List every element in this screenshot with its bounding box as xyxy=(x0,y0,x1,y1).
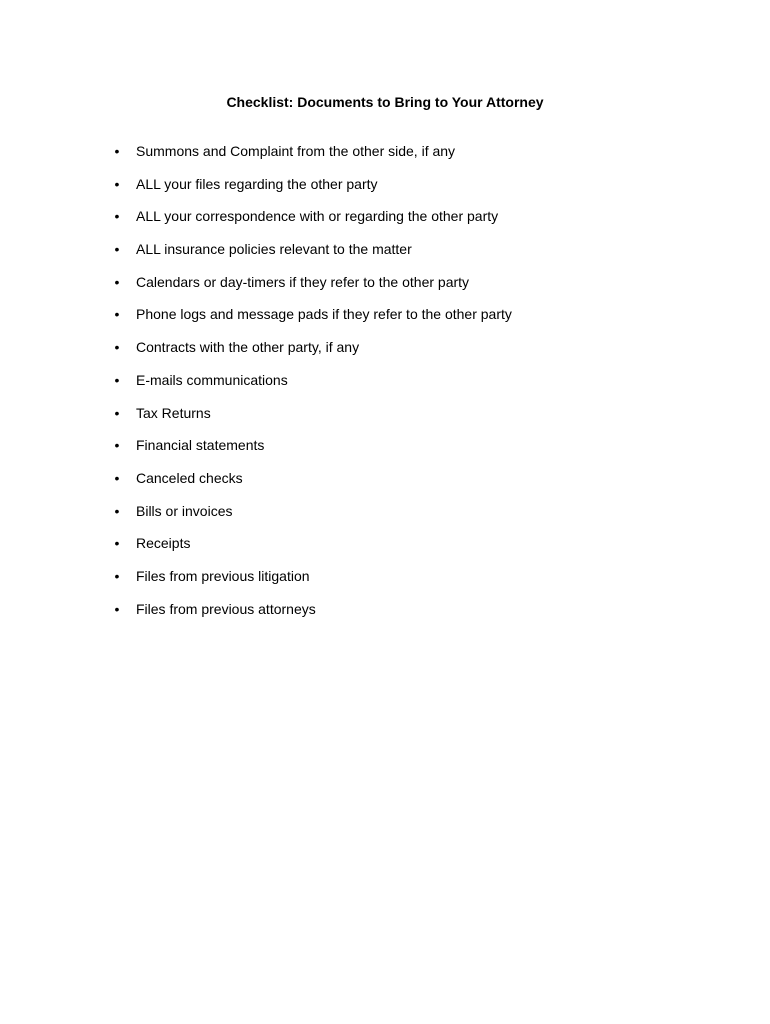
list-item-label: ALL insurance policies relevant to the matter xyxy=(136,241,412,258)
bullet-icon: • xyxy=(114,208,120,225)
bullet-icon: • xyxy=(114,567,120,584)
bullet-icon: • xyxy=(114,600,120,617)
list-item-label: Tax Returns xyxy=(136,404,211,421)
list-item-label: Canceled checks xyxy=(136,469,243,486)
bullet-icon: • xyxy=(114,502,120,519)
bullet-icon: • xyxy=(114,241,120,258)
list-item-label: Financial statements xyxy=(136,437,265,454)
list-item-label: Phone logs and message pads if they refer to the other party xyxy=(136,306,512,323)
bullet-icon: • xyxy=(114,143,120,159)
list-item-label: Summons and Complaint from the other side, if any xyxy=(136,143,456,159)
list-item-label: Bills or invoices xyxy=(136,502,233,519)
bullet-icon: • xyxy=(114,535,120,552)
bullet-icon: • xyxy=(114,339,120,356)
bullet-icon: • xyxy=(114,306,120,323)
document-title: Checklist: Documents to Bring to Your Attorney xyxy=(226,94,544,110)
list-item-label: ALL your correspondence with or regarding the other party xyxy=(136,208,499,225)
bullet-icon: • xyxy=(114,469,120,486)
bullet-icon: • xyxy=(114,175,120,192)
bullet-icon: • xyxy=(114,371,120,388)
list-item-label: E-mails communications xyxy=(136,371,288,388)
bullet-icon: • xyxy=(114,404,120,421)
list-item-label: Contracts with the other party, if any xyxy=(136,339,360,356)
list-item-label: Files from previous litigation xyxy=(136,567,310,584)
list-item-label: Calendars or day-timers if they refer to the other party xyxy=(136,273,470,290)
list-item-label: Receipts xyxy=(136,535,191,552)
bullet-icon: • xyxy=(114,273,120,290)
list-item-label: ALL your files regarding the other party xyxy=(136,175,378,192)
list-item-label: Files from previous attorneys xyxy=(136,600,316,617)
bullet-icon: • xyxy=(114,437,120,454)
